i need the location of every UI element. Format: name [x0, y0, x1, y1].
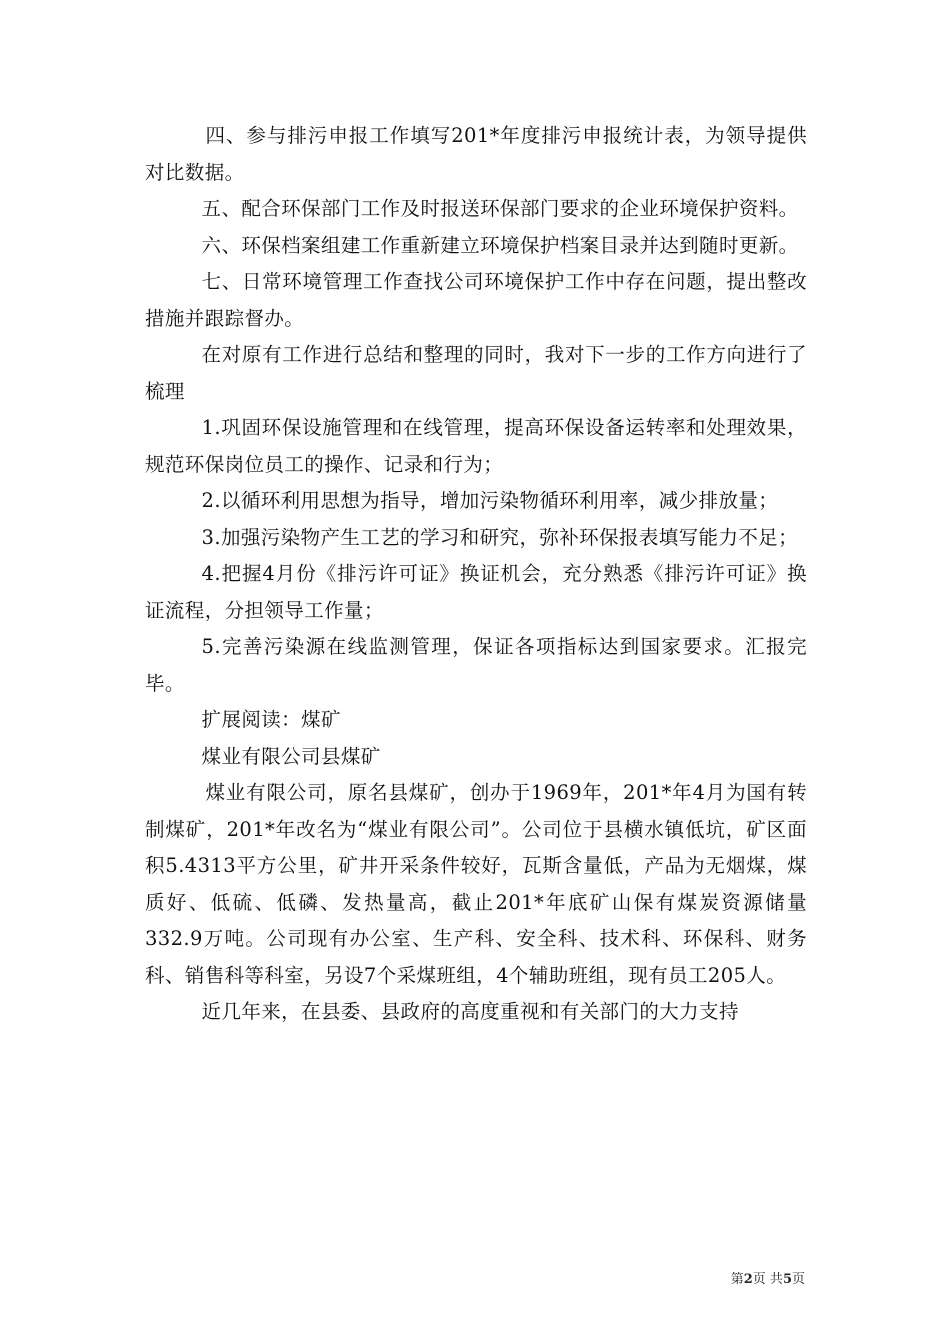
closing-paragraph: 近几年来，在县委、县政府的高度重视和有关部门的大力支持 — [201, 1000, 739, 1023]
plan-item-2: 2.以循环利用思想为指导，增加污染物循环利用率，减少排放量； — [201, 489, 779, 512]
document-body — [145, 118, 807, 1031]
footer-current-page: 2 — [743, 1272, 753, 1287]
page-number-footer — [0, 1268, 805, 1287]
paragraph-5: 五、配合环保部门工作及时报送环保部门要求的企业环境保护资料。 — [201, 197, 799, 220]
plan-item-4: 4.把握4月份《排污许可证》换证机会，充分熟悉《排污许可证》换证流程，分担领导工作量； — [145, 562, 807, 622]
plan-item-1: 1.巩固环保设施管理和在线管理，提高环保设备运转率和处理效果，规范环保岗位员工的操作、记录和行为； — [145, 416, 807, 476]
paragraph-7: 七、日常环境管理工作查找公司环境保护工作中存在问题，提出整改措施并跟踪督办。 — [145, 270, 807, 330]
footer-total-pages: 5 — [782, 1272, 792, 1287]
section-heading: 煤业有限公司县煤矿 — [201, 744, 381, 768]
footer-prefix: 第 — [730, 1272, 744, 1287]
plan-item-3: 3.加强污染物产生工艺的学习和研究，弥补环保报表填写能力不足； — [201, 525, 799, 549]
paragraph-summary-intro: 在对原有工作进行总结和整理的同时，我对下一步的工作方向进行了梳理 — [145, 343, 807, 403]
paragraph-4: 四、参与排污申报工作填写201*年度排污申报统计表，为领导提供对比数据。 — [145, 124, 807, 184]
plan-item-5: 5.完善污染源在线监测管理，保证各项指标达到国家要求。汇报完毕。 — [145, 635, 807, 695]
paragraph-6: 六、环保档案组建工作重新建立环境保护档案目录并达到随时更新。 — [201, 233, 799, 257]
footer-middle: 页 共 — [752, 1272, 783, 1287]
company-intro-paragraph: 煤业有限公司，原名县煤矿，创办于1969年，201*年4月为国有转制煤矿，201*年改名为“煤业有限公司”。公司位于县横水镇低坑，矿区面积5.4313平方公里，矿井开采条件较好，瓦斯含量低，产品为无烟煤，煤质好、低硫、低磷、发热量高，截止201*年底矿山保有煤炭资源储量332.9万吨。公司现有办公室、生产科、安全科、技术科、环保科、财务科、销售科等科室，另设7个采煤班组，4个辅助班组，现有员工205人。 — [145, 781, 807, 987]
extended-reading-label: 扩展阅读：煤矿 — [201, 708, 341, 731]
footer-suffix: 页 — [791, 1272, 805, 1287]
